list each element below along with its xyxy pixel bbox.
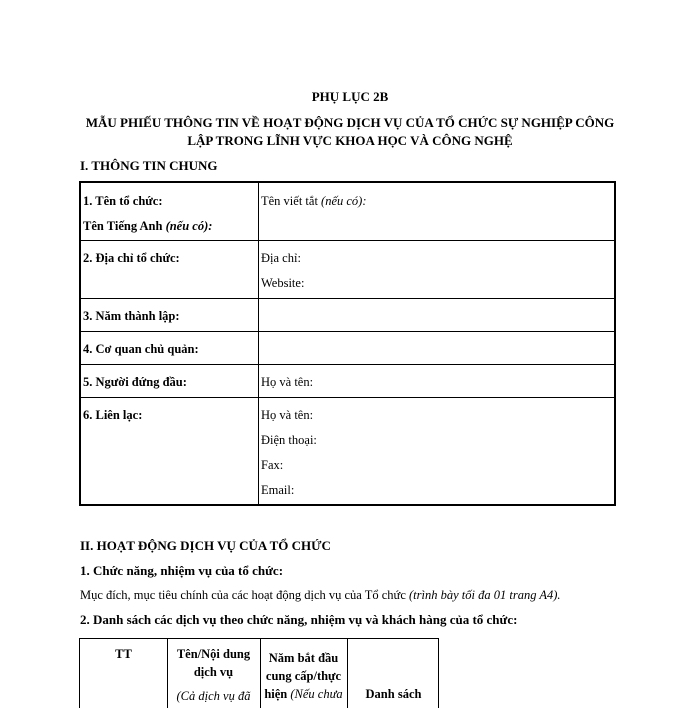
services-table (79, 638, 439, 708)
address-label: Địa chỉ: (261, 251, 301, 265)
org-name-label: 1. Tên tổ chức: (83, 194, 163, 208)
website-label: Website: (261, 276, 305, 290)
contact-label: 6. Liên lạc: (83, 408, 143, 422)
contact-phone-label: Điện thoại: (261, 433, 317, 447)
org-abbreviation-label: Tên viết tắt (nếu có): (261, 194, 367, 208)
form-title-line-2: LẬP TRONG LĨNH VỰC KHOA HỌC VÀ CÔNG NGHỆ (187, 133, 513, 148)
founded-year-label: 3. Năm thành lập: (83, 309, 180, 323)
contact-email-label: Email: (261, 483, 295, 497)
head-person-name-label: Họ và tên: (261, 375, 314, 389)
col-header-index: TT (115, 647, 132, 661)
row-divider (81, 397, 614, 398)
col-header-start-year: Năm bắt đầu cung cấp/thực hiện (Nếu chưa (264, 651, 343, 701)
org-english-name-label: Tên Tiếng Anh (nếu có): (83, 219, 213, 233)
row-divider (81, 364, 614, 365)
governing-body-label: 4. Cơ quan chủ quản: (83, 342, 199, 356)
form-title-line-1: MẪU PHIẾU THÔNG TIN VỀ HOẠT ĐỘNG DỊCH VỤ CỦA TỔ CHỨC SỰ NGHIỆP CÔNG (85, 115, 615, 130)
org-address-label: 2. Địa chỉ tổ chức: (83, 251, 180, 265)
contact-fax-label: Fax: (261, 458, 284, 472)
general-info-table (79, 181, 616, 506)
row-divider (81, 240, 614, 241)
functions-subheading: 1. Chức năng, nhiệm vụ của tổ chức: (80, 563, 284, 578)
section-2-heading: II. HOẠT ĐỘNG DỊCH VỤ CỦA TỔ CHỨC (80, 538, 331, 553)
section-1-heading: I. THÔNG TIN CHUNG (80, 158, 218, 173)
row-divider (81, 298, 614, 299)
row-divider (81, 331, 614, 332)
head-person-label: 5. Người đứng đầu: (83, 375, 187, 389)
col-header-service-name: Tên/Nội dung dịch vụ (Cả dịch vụ đã (176, 647, 251, 703)
services-list-subheading: 2. Danh sách các dịch vụ theo chức năng, nhiệm vụ và khách hàng của tổ chức: (80, 612, 518, 627)
contact-name-label: Họ và tên: (261, 408, 314, 422)
functions-description: Mục đích, mục tiêu chính của các hoạt động dịch vụ của Tổ chức (trình bày tối đa 01 trang A4). (80, 588, 561, 602)
appendix-title: PHỤ LỤC 2B (311, 89, 389, 104)
col-header-list: Danh sách (365, 687, 422, 701)
table-column-divider (258, 183, 259, 504)
